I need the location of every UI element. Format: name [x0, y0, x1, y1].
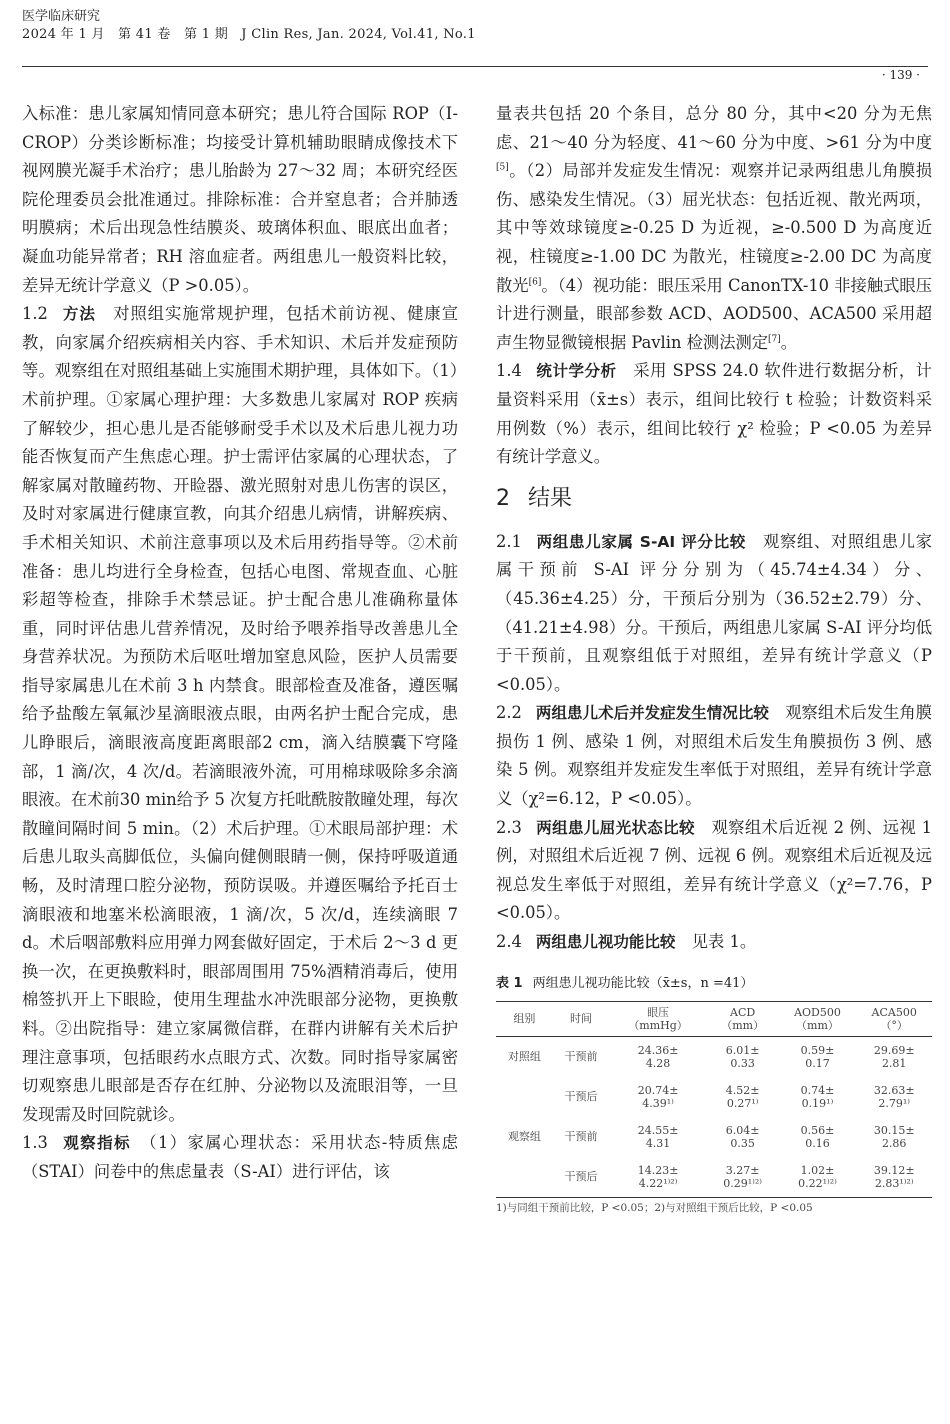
section-number: 1.2	[22, 304, 48, 324]
column-header: 组别	[496, 1001, 553, 1036]
cell-value: 30.15± 2.86	[873, 1123, 915, 1150]
table-footnote: 1)与同组干预前比较，P <0.05；2)与对照组干预后比较，P <0.05	[496, 1201, 813, 1214]
cell-time: 干预前	[564, 1130, 598, 1144]
cell-value: 3.27± 0.29¹⁾²⁾	[707, 1157, 779, 1198]
vision-function-table	[496, 1001, 932, 1198]
section-number: 2.4	[496, 932, 522, 952]
page-number: · 139 ·	[881, 68, 920, 82]
cell-value: 4.52± 0.27¹⁾	[725, 1083, 760, 1110]
section-2-4	[496, 928, 932, 957]
table-title: 两组患儿视功能比较（x̄±s，n =41）	[532, 975, 754, 991]
cell-value: 24.55± 4.31	[637, 1123, 679, 1150]
section-body: 对照组实施常规护理，包括术前访视、健康宣教，向家属介绍疾病相关内容、手术知识、术后并发症预防等。观察组在对照组基础上实施围术期护理，具体如下。（1）术前护理。①家属心理护理：大多数患儿家属对 ROP 疾病了解较少，担心患儿是否能够耐受手术以及术后患儿视力功能否恢复而产生焦虑心理。护士需评估家属的心理状态，了解家属对散瞳药物、开睑器、激光照射对患儿伤害的误区，及时对家属进行健康宣教，向其介绍患儿病情，讲解疾病、手术相关知识、术前注意事项以及术后用药指导等。②术前准备：患儿均进行全身检查，包括心电图、常规查血、心脏彩超等检查，排除手术禁忌证。护士配合患儿准确称量体重，同时评估患儿营养情况，及时给予喂养指导改善患儿全身营养状况。为预防术后呕吐增加窒息风险，医护人员需要指导家属患儿在术前 3 h 内禁食。眼部检查及准备，遵医嘱给予盐酸左氧氟沙星滴眼液点眼，由两名护士配合完成，患儿睁眼后，滴眼液高度距离眼部2 cm，滴入结膜囊下穹隆部，1 滴/次，4 次/d。若滴眼液外流，可用棉球吸除多余滴眼液。在术前30 min给予 5 次复方托吡酰胺散瞳处理，每次散瞳间隔时间 5 min。（2）术后护理。①术眼局部护理：术后患儿取头高脚低位，头偏向健侧眼睛一侧，保持呼吸道通畅，及时清理口腔分泌物，预防误吸。并遵医嘱给予托百士滴眼液和地塞米松滴眼液，1 滴/次，5 次/d，连续滴眼 7 d。术后咽部敷料应用弹力网套做好固定，于术后 2～3 d 更换一次，在更换敷料时，眼部周围用 75%酒精消毒后，使用棉签扒开上下眼睑，使用生理盐水冲洗眼部分泌物，更换敷料。②出院指导：建立家属微信群，在群内讲解有关术后护理注意事项，包括眼药水点眼方式、次数。同时指导家属密切观察患儿眼部是否存在红肿、分泌物以及流眼泪等，一旦发现需及时回院就诊。	[22, 304, 458, 1124]
section-body: 观察组、对照组患儿家属干预前 S-AI 评分分别为（45.74±4.34）分、（45.36±4.25）分，干预后分别为（36.52±2.79）分、（41.21±4.98）分。干预后，两组患儿家属 S-AI 评分均低于干预前，且观察组低于对照组，差异有统计学意义（P <0.05）。	[496, 531, 932, 694]
section-1-2	[22, 300, 458, 1129]
cell-value: 6.01± 0.33	[725, 1043, 760, 1070]
column-header: ACD （mm）	[707, 1001, 779, 1036]
section-title: 方法	[61, 305, 96, 324]
heading-number: 2	[496, 485, 510, 511]
cell-value: 39.12± 2.83¹⁾²⁾	[856, 1157, 932, 1198]
section-number: 2.1	[496, 531, 522, 551]
column-header: 眼压 （mmHg）	[609, 1001, 706, 1036]
cell-group: 观察组	[507, 1130, 541, 1144]
section-1-4	[496, 357, 932, 471]
cell-value: 6.04± 0.35	[725, 1123, 760, 1150]
header-rule	[22, 66, 928, 67]
section-body: 采用 SPSS 24.0 软件进行数据分析，计量资料采用（x̄±s）表示，组间比较行 t 检验；计数资料采用例数（%）表示，组间比较行 χ² 检验；P <0.05 为差异有统计学意义。	[496, 361, 932, 467]
heading-results	[496, 482, 932, 516]
cell-value: 0.59± 0.17	[800, 1043, 835, 1070]
text-run: 。	[780, 332, 798, 352]
journal-name: 医学临床研究	[22, 9, 101, 24]
table-label: 表 1	[496, 975, 523, 991]
right-column	[496, 100, 932, 1215]
cell-time: 干预后	[553, 1157, 610, 1198]
section-number: 1.4	[496, 361, 522, 381]
cell-time: 干预前	[564, 1050, 598, 1064]
cell-group: 对照组	[507, 1050, 541, 1064]
section-title: 统计学分析	[535, 362, 617, 381]
section-title: 两组患儿屈光状态比较	[535, 818, 695, 837]
page-header	[22, 8, 928, 82]
paragraph-inclusion: 入标准：患儿家属知情同意本研究；患儿符合国际 ROP（Ⅰ-CROP）分类诊断标准；均接受计算机辅助眼睛成像技术下视网膜光凝手术治疗；患儿胎龄为 27～32 周；本研究经医院伦理委员会批准通过。排除标准：合并窒息者；合并肺透明膜病；术后出现急性结膜炎、玻璃体积血、眼底出血者；凝血功能异常者；RH 溶血症者。两组患儿一般资料比较，差异无统计学意义（P >0.05）。	[22, 104, 458, 295]
cell-value: 14.23± 4.22¹⁾²⁾	[609, 1157, 706, 1198]
section-title: 两组患儿家属 S-AI 评分比较	[535, 532, 746, 551]
section-2-2	[496, 699, 932, 813]
heading-title: 结果	[528, 485, 573, 511]
left-column	[22, 100, 458, 1187]
table-row	[496, 1157, 932, 1198]
column-header: 时间	[553, 1001, 610, 1036]
table-header-row	[496, 1001, 932, 1036]
text-run: 。（4）视功能：眼压采用 CanonTX-10 非接触式眼压计进行测量，眼部参数 ACD、AOD500、ACA500 采用超声生物显微镜根据 Pavlin 检测法测定	[496, 275, 932, 352]
citation: [7]	[768, 334, 781, 345]
section-1-3	[22, 1129, 458, 1186]
section-title: 观察指标	[61, 1134, 131, 1153]
section-title: 两组患儿视功能比较	[535, 933, 676, 952]
section-body: 观察组术后发生角膜损伤 1 例、感染 1 例，对照组术后发生角膜损伤 3 例、感染 5 例。观察组并发症发生率低于对照组，差异有统计学意义（χ²=6.12，P <0.05）。	[496, 703, 932, 809]
table-row	[496, 1077, 932, 1117]
cell-group	[496, 1157, 553, 1198]
cell-group	[496, 1077, 553, 1117]
section-body: （1）家属心理状态：采用状态-特质焦虑（STAI）问卷中的焦虑量表（S-AI）进行评估，该	[22, 1133, 458, 1181]
paragraph-measures	[496, 100, 932, 357]
citation: [5]	[496, 162, 509, 173]
cell-value: 20.74± 4.39¹⁾	[637, 1083, 679, 1110]
section-title: 两组患儿术后并发症发生情况比较	[535, 704, 769, 723]
table-row	[496, 1036, 932, 1077]
cell-value: 0.56± 0.16	[800, 1123, 835, 1150]
cell-value: 29.69± 2.81	[873, 1043, 915, 1070]
issue-line: 2024 年 1 月 第 41 卷 第 1 期 J Clin Res, Jan. 2024, Vol.41, No.1	[22, 27, 476, 42]
column-header: ACA500 （°）	[856, 1001, 932, 1036]
section-number: 2.3	[496, 817, 522, 837]
section-body: 见表 1。	[691, 932, 757, 952]
text-run: 。（2）局部并发症发生情况：观察并记录两组患儿角膜损伤、感染发生情况。（3）屈光状态：包括近视、散光两项，其中等效球镜度≥-0.25 D 为近视，≥-0.500 D 为高度近视，柱镜度≥-1.00 DC 为散光，柱镜度≥-2.00 DC 为高度散光	[496, 161, 932, 295]
cell-value: 24.36± 4.28	[637, 1043, 679, 1070]
table-caption	[496, 975, 932, 993]
section-number: 1.3	[22, 1133, 48, 1153]
cell-time: 干预后	[564, 1090, 598, 1104]
table-row	[496, 1117, 932, 1157]
section-body: 观察组术后近视 2 例、远视 1 例，对照组术后近视 7 例、远视 6 例。观察组术后近视及远视总发生率低于对照组，差异有统计学意义（χ²=7.76，P <0.05）。	[496, 817, 932, 923]
citation: [6]	[528, 277, 542, 288]
cell-value: 0.74± 0.19¹⁾	[800, 1083, 835, 1110]
text-run: 量表共包括 20 个条目，总分 80 分，其中<20 分为无焦虑、21～40 分为轻度、41～60 分为中度、>61 分为中度	[496, 104, 932, 152]
section-2-1	[496, 528, 932, 700]
cell-value: 1.02± 0.22¹⁾²⁾	[779, 1157, 857, 1198]
section-number: 2.2	[496, 703, 522, 723]
section-2-3	[496, 814, 932, 928]
column-header: AOD500 （mm）	[779, 1001, 857, 1036]
cell-value: 32.63± 2.79¹⁾	[873, 1083, 915, 1110]
